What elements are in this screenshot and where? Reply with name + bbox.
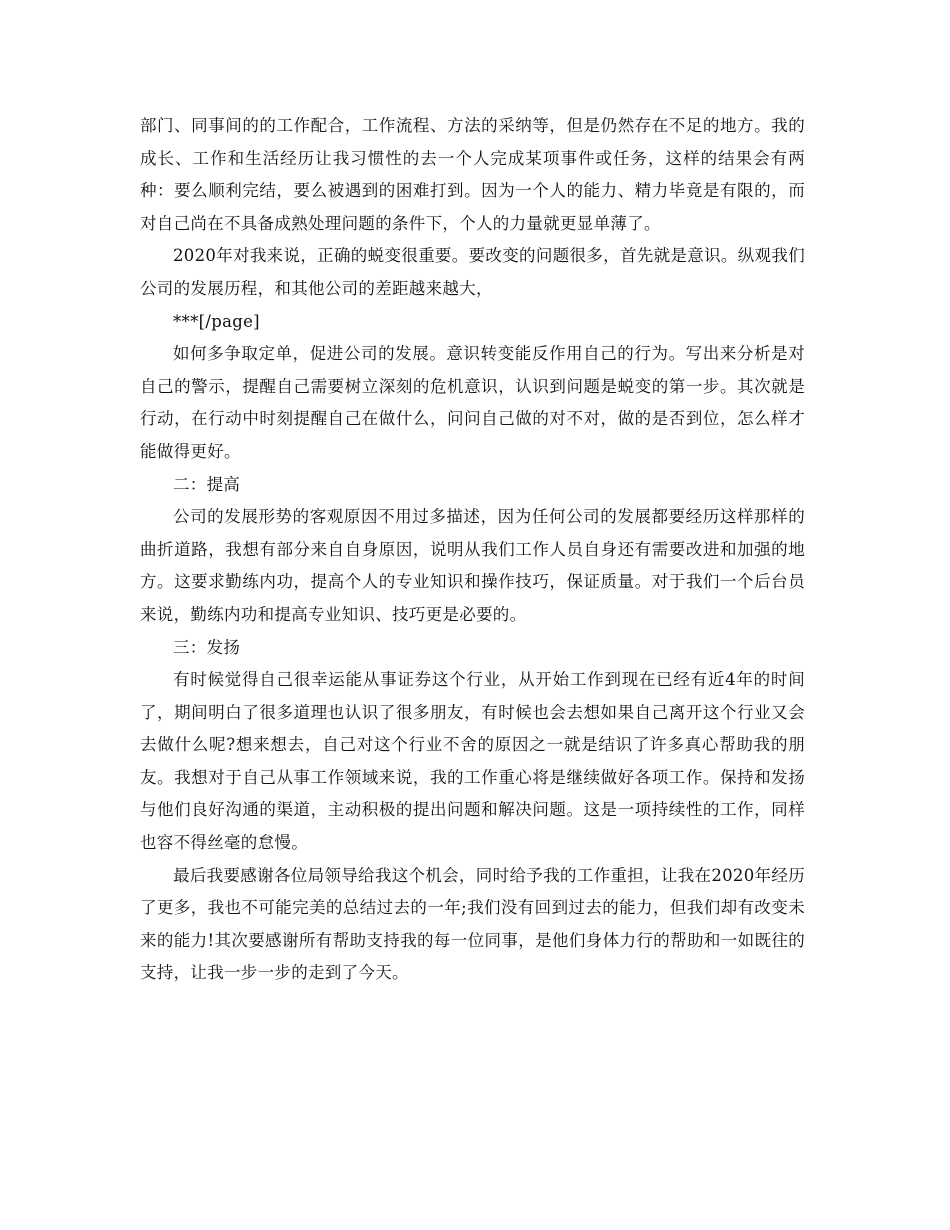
section-heading-carry-forward: 三：发扬 [173, 637, 241, 657]
paragraph-continuation: 部门、同事间的的工作配合，工作流程、方法的采纳等，但是仍然存在不足的地方。我的成长、工作和生活经历让我习惯性的去一个人完成某项事件或任务，这样的结果会有两种：要么顺利完结，要么被遇到的困难打到。因为一个人的能力、精力毕竟是有限的，而对自己尚在不具备成熟处理问题的条件下，个人的力量就更显单薄了。 [140, 116, 805, 233]
paragraph-2020-change: 2020年对我来说，正确的蜕变很重要。要改变的问题很多，首先就是意识。纵观我们公司的发展历程，和其他公司的差距越来越大， [140, 246, 805, 298]
section-heading-improve: 二：提高 [173, 474, 241, 494]
page-marker: ***[/page] [173, 311, 260, 331]
document-body [140, 110, 805, 990]
paragraph-carry-forward: 有时候觉得自己很幸运能从事证券这个行业，从开始工作到现在已经有近4年的时间了，期间明白了很多道理也认识了很多朋友，有时候也会去想如果自己离开这个行业又会去做什么呢?想来想去，自己对这个行业不舍的原因之一就是结识了许多真心帮助我的朋友。我想对于自己从事工作领域来说，我的工作重心将是继续做好各项工作。保持和发扬与他们良好沟通的渠道，主动积极的提出问题和解决问题。这是一项持续性的工作，同样也容不得丝毫的怠慢。 [140, 670, 805, 853]
paragraph-improve: 公司的发展形势的客观原因不用过多描述，因为任何公司的发展都要经历这样那样的曲折道路，我想有部分来自自身原因，说明从我们工作人员自身还有需要改进和加强的地方。这要求勤练内功，提高个人的专业知识和操作技巧，保证质量。对于我们一个后台员来说，勤练内功和提高专业知识、技巧更是必要的。 [140, 507, 805, 624]
paragraph-thanks: 最后我要感谢各位局领导给我这个机会，同时给予我的工作重担，让我在2020年经历了更多，我也不可能完美的总结过去的一年;我们没有回到过去的能力，但我们却有改变未来的能力!其次要感谢所有帮助支持我的每一位同事，是他们身体力行的帮助和一如既往的支持，让我一步一步的走到了今天。 [140, 865, 805, 983]
paragraph-orders: 如何多争取定单，促进公司的发展。意识转变能反作用自己的行为。写出来分析是对自己的警示，提醒自己需要树立深刻的危机意识，认识到问题是蜕变的第一步。其次就是行动，在行动中时刻提醒自己在做什么，问问自己做的对不对，做的是否到位，怎么样才能做得更好。 [140, 344, 805, 461]
